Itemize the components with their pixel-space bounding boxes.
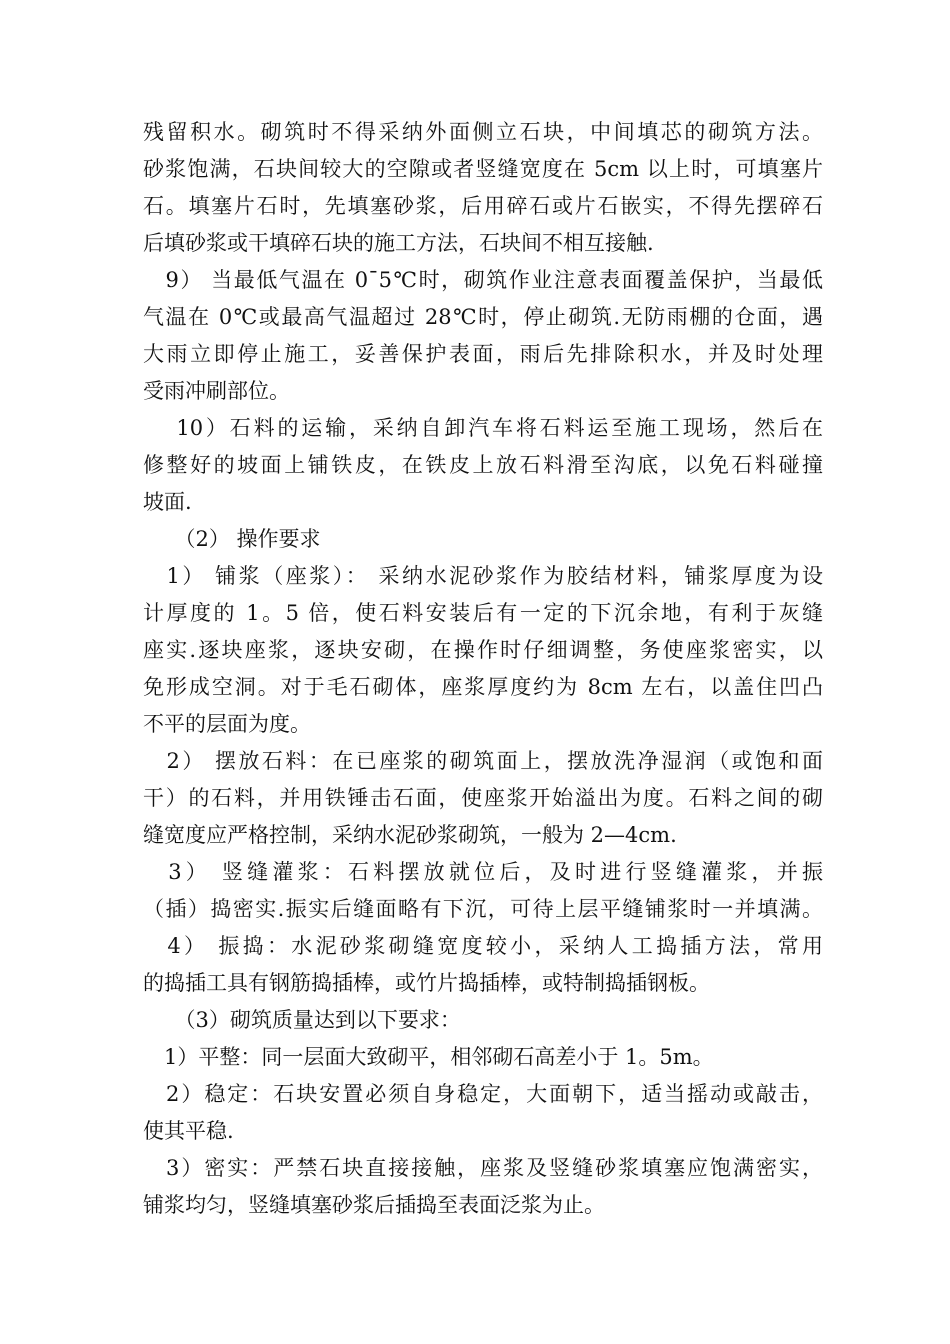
text-line: 不平的层面为度。 bbox=[143, 712, 311, 736]
text-line: 缝宽度应严格控制，采纳水泥砂浆砌筑，一般为 2—4cm. bbox=[143, 823, 677, 847]
text-line: 10）石料的运输，采纳自卸汽车将石料运至施工现场，然后在 bbox=[143, 416, 823, 440]
text-line: 使其平稳. bbox=[143, 1119, 234, 1143]
text-line: 铺浆均匀，竖缝填塞砂浆后插捣至表面泛浆为止。 bbox=[143, 1193, 605, 1217]
text-line: 4） 振捣：水泥砂浆砌缝宽度较小，采纳人工捣插方法，常用 bbox=[143, 934, 823, 958]
document-body bbox=[143, 114, 823, 1224]
text-line: 砂浆饱满，石块间较大的空隙或者竖缝宽度在 5cm 以上时，可填塞片 bbox=[143, 157, 823, 181]
text-line: 修整好的坡面上铺铁皮，在铁皮上放石料滑至沟底，以免石料碰撞 bbox=[143, 453, 823, 477]
text-line: （插）捣密实.振实后缝面略有下沉，可待上层平缝铺浆时一并填满。 bbox=[143, 897, 823, 921]
section-heading: （2） 操作要求 bbox=[143, 527, 321, 551]
text-line: 3）密实：严禁石块直接接触，座浆及竖缝砂浆填塞应饱满密实， bbox=[143, 1156, 823, 1180]
text-line: 干）的石料，并用铁锤击石面，使座浆开始溢出为度。石料之间的砌 bbox=[143, 786, 823, 810]
text-line: 受雨冲刷部位。 bbox=[143, 379, 290, 403]
text-line: 座实.逐块座浆，逐块安砌，在操作时仔细调整，务使座浆密实，以 bbox=[143, 638, 823, 662]
text-line: 计厚度的 1。5 倍，使石料安装后有一定的下沉余地，有利于灰缝 bbox=[143, 601, 823, 625]
text-line: 1） 铺浆（座浆）： 采纳水泥砂浆作为胶结材料，铺浆厚度为设 bbox=[143, 564, 823, 588]
section-heading: （3）砌筑质量达到以下要求： bbox=[143, 1008, 461, 1032]
text-line: 大雨立即停止施工，妥善保护表面，雨后先排除积水，并及时处理 bbox=[143, 342, 823, 366]
text-line: 后填砂浆或干填碎石块的施工方法，石块间不相互接触. bbox=[143, 231, 654, 255]
text-line: 残留积水。砌筑时不得采纳外面侧立石块，中间填芯的砌筑方法。 bbox=[143, 120, 823, 144]
text-line: 2）稳定：石块安置必须自身稳定，大面朝下，适当摇动或敲击， bbox=[143, 1082, 823, 1106]
text-line: 的捣插工具有钢筋捣插棒，或竹片捣插棒，或特制捣插钢板。 bbox=[143, 971, 710, 995]
text-line: 2） 摆放石料：在已座浆的砌筑面上，摆放洗净湿润（或饱和面 bbox=[143, 749, 823, 773]
text-line: 9） 当最低气温在 0¯5℃时，砌筑作业注意表面覆盖保护，当最低 bbox=[143, 268, 823, 292]
text-line: 气温在 0℃或最高气温超过 28℃时，停止砌筑.无防雨棚的仓面，遇 bbox=[143, 305, 823, 329]
text-line: 3） 竖缝灌浆：石料摆放就位后，及时进行竖缝灌浆，并振 bbox=[143, 860, 823, 884]
text-line: 石。填塞片石时，先填塞砂浆，后用碎石或片石嵌实，不得先摆碎石 bbox=[143, 194, 823, 218]
text-line: 1）平整：同一层面大致砌平，相邻砌石高差小于 1。5m。 bbox=[143, 1045, 714, 1069]
text-line: 免形成空洞。对于毛石砌体，座浆厚度约为 8cm 左右，以盖住凹凸 bbox=[143, 675, 823, 699]
text-line: 坡面. bbox=[143, 490, 192, 514]
